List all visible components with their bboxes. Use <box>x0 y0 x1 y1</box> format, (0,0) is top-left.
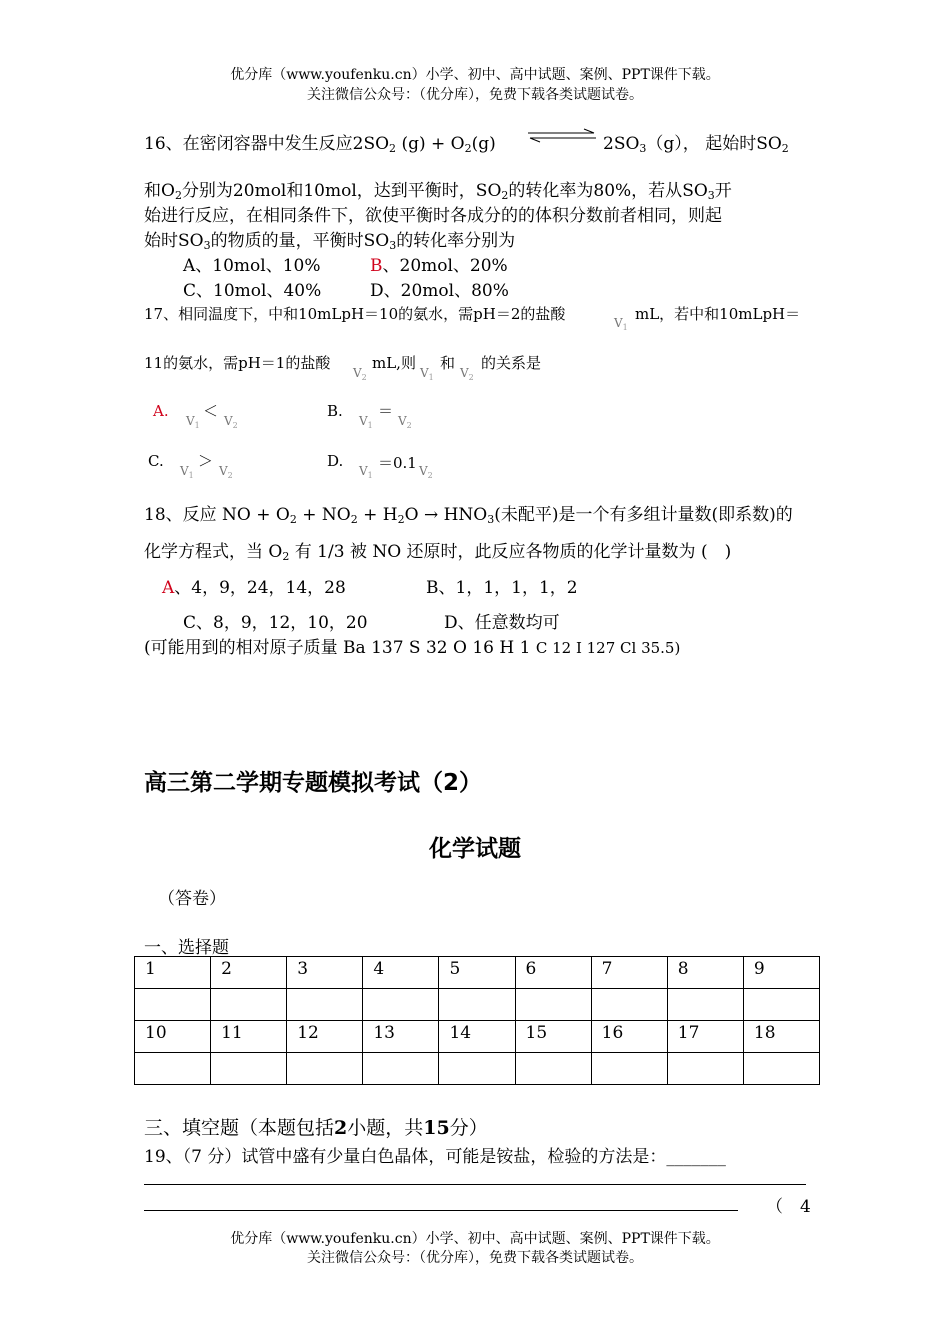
footer-line-2: 关注微信公众号：（优分库），免费下载各类试题试卷。 <box>307 1250 643 1266</box>
table-cell: 18 <box>743 1021 819 1053</box>
q16-option-d: D、20mol、80% <box>370 281 509 301</box>
q17-option-d-rel: ＝0.1 <box>378 454 417 472</box>
table-cell: 12 <box>287 1021 363 1053</box>
answer-cell[interactable] <box>211 1053 287 1085</box>
q17-option-b-v1: $V_1$ <box>359 414 373 430</box>
q17-option-c-v1: $V_1$ <box>180 464 194 480</box>
q17-line-2d: 的关系是 <box>481 354 542 372</box>
q17-option-d-letter: D. <box>327 452 344 470</box>
table-cell: 14 <box>439 1021 515 1053</box>
q17-option-b-letter: B. <box>327 402 343 420</box>
table-cell: 8 <box>667 957 743 989</box>
q16-option-b: B、20mol、20% <box>370 256 508 276</box>
answer-cell[interactable] <box>287 989 363 1021</box>
table-cell: 1 <box>135 957 211 989</box>
q19-tail: （ 4 <box>766 1197 811 1217</box>
answer-cell[interactable] <box>667 989 743 1021</box>
q17-option-b-v2: $V_2$ <box>398 414 412 430</box>
q16-line-4: 始时$SO_3$的物质的量，平衡时$SO_3$的转化率分别为 <box>144 231 516 252</box>
table-cell: 6 <box>515 957 591 989</box>
q18-option-b: B、1，1，1，1，2 <box>426 578 578 598</box>
table-cell: 11 <box>211 1021 287 1053</box>
answer-cell[interactable] <box>439 989 515 1021</box>
footer-line-1: 优分库（www.youfenku.cn）小学、初中、高中试题、案例、PPT课件下载。 <box>230 1231 720 1247</box>
answer-cell[interactable] <box>743 989 819 1021</box>
answer-sheet-label: （答卷） <box>158 889 226 909</box>
q17-option-c-letter: C. <box>148 452 164 470</box>
q18-line-1: 18、反应 NO + $O_2 + NO_2 + H_2O \to HNO_3$(未配平)是一个有多组计量数(即系数)的 <box>144 505 793 526</box>
table-cell: 5 <box>439 957 515 989</box>
table-cell: 3 <box>287 957 363 989</box>
q18-option-a: A、4，9，24，14，28 <box>162 578 346 598</box>
q16-line-3: 始进行反应，在相同条件下，欲使平衡时各成分的的体积分数前者相同，则起 <box>144 206 722 226</box>
q17-v2-b: $V_2$ <box>460 366 474 382</box>
q17-option-c-rel: ＞ <box>198 452 214 470</box>
q17-option-a-v2: $V_2$ <box>224 414 238 430</box>
answer-cell[interactable] <box>287 1053 363 1085</box>
section-1-heading: 一、选择题 <box>144 938 229 958</box>
answer-cell[interactable] <box>591 989 667 1021</box>
section-3-heading: 三、填空题（本题包括2小题，共15分） <box>144 1117 488 1139</box>
atomic-masses: (可能用到的相对原子质量 Ba 137 S 32 O 16 H 1 C 12 I 127 Cl 35.5) <box>144 638 681 658</box>
answer-cell[interactable] <box>591 1053 667 1085</box>
q17-line-1a: 17、相同温度下，中和10mLpH＝10的氨水，需pH＝2的盐酸 <box>144 305 566 323</box>
q17-option-a-v1: $V_1$ <box>186 414 200 430</box>
table-cell: 9 <box>743 957 819 989</box>
answer-cell[interactable] <box>667 1053 743 1085</box>
header-line-1: 优分库（www.youfenku.cn）小学、初中、高中试题、案例、PPT课件下载。 <box>230 67 720 83</box>
table-cell: 17 <box>667 1021 743 1053</box>
q17-line-2c: 和 <box>440 354 456 372</box>
q19-stem: 19、（7 分）试管中盛有少量白色晶体，可能是铵盐，检验的方法是：_______ <box>144 1147 726 1167</box>
table-cell: 2 <box>211 957 287 989</box>
q17-option-d-v2: $V_2$ <box>419 464 433 480</box>
table-row-answer <box>135 989 820 1021</box>
q17-v1-a: $V_1$ <box>614 316 628 332</box>
answer-cell[interactable] <box>439 1053 515 1085</box>
answer-line[interactable] <box>144 1210 738 1211</box>
table-row-answer <box>135 1053 820 1085</box>
q17-line-1b: mL，若中和10mLpH＝ <box>635 305 801 323</box>
header-line-2: 关注微信公众号：（优分库），免费下载各类试题试卷。 <box>307 87 643 103</box>
q16-option-a: A、10mol、10% <box>183 256 321 276</box>
q17-option-a-letter: A. <box>153 402 169 420</box>
q17-option-c-v2: $V_2$ <box>219 464 233 480</box>
table-cell: 13 <box>363 1021 439 1053</box>
q16-line-2: 和$O_2$分别为20mol和10mol，达到平衡时，$SO_2$的转化率为80%，若从$SO_3$开 <box>144 181 732 202</box>
q18-option-d: D、任意数均可 <box>444 613 560 633</box>
q17-option-b-rel: ＝ <box>378 402 394 420</box>
q18-line-2: 化学方程式，当 $O_2$ 有 1/3 被 NO 还原时，此反应各物质的化学计量数为 ( ) <box>144 542 732 563</box>
table-cell: 7 <box>591 957 667 989</box>
answer-cell[interactable] <box>135 1053 211 1085</box>
table-cell: 10 <box>135 1021 211 1053</box>
answer-cell[interactable] <box>363 989 439 1021</box>
q16-line-1: 16、在密闭容器中发生反应$2SO_2$ $(g) + O_2(g)$ <box>144 134 496 155</box>
equilibrium-arrow-icon <box>526 128 598 144</box>
q16-line-1-right: $2SO_3(g)$， 起始时$SO_2$ <box>603 134 789 155</box>
answer-cell[interactable] <box>515 1053 591 1085</box>
answer-line[interactable] <box>144 1184 806 1185</box>
table-cell: 15 <box>515 1021 591 1053</box>
q17-line-2b: mL,则 <box>372 354 416 372</box>
q16-option-c: C、10mol、40% <box>183 281 322 301</box>
answer-table <box>134 956 820 1085</box>
table-row <box>135 1021 820 1053</box>
answer-cell[interactable] <box>743 1053 819 1085</box>
q17-v1-b: $V_1$ <box>420 366 434 382</box>
table-cell: 4 <box>363 957 439 989</box>
q17-v2-a: $V_2$ <box>353 366 367 382</box>
subject-title: 化学试题 <box>429 836 521 862</box>
table-cell: 16 <box>591 1021 667 1053</box>
q17-option-d-v1: $V_1$ <box>359 464 373 480</box>
answer-cell[interactable] <box>135 989 211 1021</box>
q17-option-a-rel: ＜ <box>203 402 219 420</box>
answer-cell[interactable] <box>363 1053 439 1085</box>
table-row <box>135 957 820 989</box>
exam-title: 高三第二学期专题模拟考试（2） <box>144 770 483 796</box>
answer-cell[interactable] <box>211 989 287 1021</box>
answer-cell[interactable] <box>515 989 591 1021</box>
q18-option-c: C、8，9，12，10，20 <box>183 613 368 633</box>
q17-line-2a: 11的氨水，需pH＝1的盐酸 <box>144 354 331 372</box>
